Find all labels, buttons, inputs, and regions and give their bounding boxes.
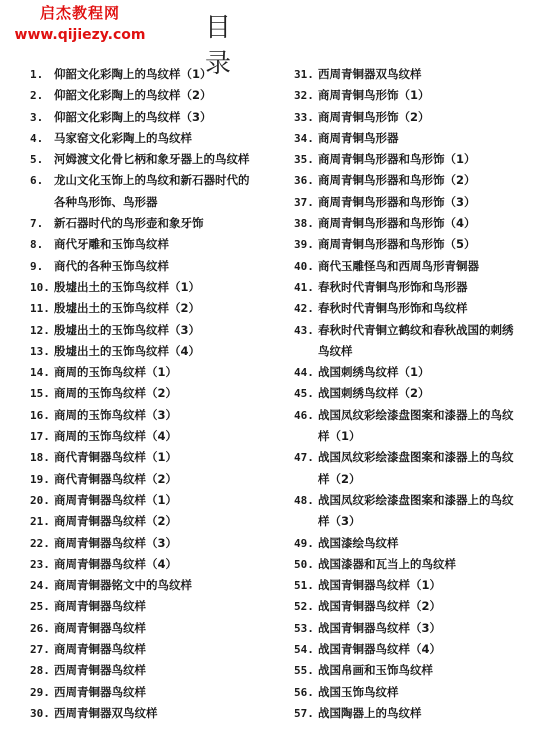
page-title: 目 录 bbox=[205, 13, 268, 79]
toc-entry-title: 商周青铜器鸟纹样（1） bbox=[54, 492, 178, 507]
toc-entry-number: 37. bbox=[294, 195, 314, 209]
toc-entry-title: 春秋时代青铜立鹤纹和春秋战国的刺绣 bbox=[318, 322, 514, 337]
toc-entry-number: 51. bbox=[294, 579, 314, 593]
toc-entry-title: 西周青铜器双鸟纹样 bbox=[318, 67, 422, 81]
toc-entry-number: 12. bbox=[30, 323, 50, 337]
toc-entry-title: 仰韶文化彩陶上的鸟纹样（3） bbox=[54, 109, 212, 124]
toc-entry-number: 33. bbox=[294, 110, 314, 124]
toc-entry-title-continued: 各种鸟形饰、鸟形器 bbox=[54, 194, 158, 209]
toc-entry-number: 49. bbox=[294, 536, 314, 550]
toc-entry-title-continued: 样（3） bbox=[318, 514, 361, 529]
toc-entry bbox=[30, 64, 285, 85]
toc-entry-number: 35. bbox=[294, 153, 314, 167]
toc-entry-title: 商周青铜鸟形器和鸟形饰（2） bbox=[318, 173, 476, 188]
toc-entry-title: 商代的各种玉饰鸟纹样 bbox=[54, 258, 169, 273]
toc-entry bbox=[30, 575, 285, 596]
toc-entry-number: 5. bbox=[30, 153, 44, 167]
toc-entry-title: 商代青铜器鸟纹样（2） bbox=[54, 471, 178, 486]
toc-entry-number: 16. bbox=[30, 408, 50, 422]
toc-entry-number: 3. bbox=[30, 110, 44, 124]
toc-entry bbox=[294, 320, 554, 363]
toc-entry-number: 27. bbox=[30, 643, 50, 657]
toc-entry-title: 商周青铜器鸟纹样 bbox=[54, 620, 146, 635]
toc-entry-number: 25. bbox=[30, 600, 50, 614]
toc-entry-title: 战国青铜器鸟纹样（4） bbox=[318, 642, 442, 657]
toc-entry bbox=[30, 490, 285, 511]
toc-entry-number: 26. bbox=[30, 621, 50, 635]
toc-entry-title: 战国漆器和瓦当上的鸟纹样 bbox=[318, 556, 456, 571]
toc-entry-number: 45. bbox=[294, 387, 314, 401]
toc-entry-number: 4. bbox=[30, 131, 44, 145]
toc-entry-number: 24. bbox=[30, 579, 50, 593]
toc-entry bbox=[294, 533, 554, 554]
toc-entry bbox=[294, 703, 554, 724]
toc-entry bbox=[294, 362, 554, 383]
toc-entry-title: 商周青铜鸟形饰（1） bbox=[318, 88, 430, 103]
toc-entry-number: 52. bbox=[294, 600, 314, 614]
toc-entry-title: 西周青铜器双鸟纹样 bbox=[54, 705, 158, 720]
toc-entry bbox=[30, 107, 285, 128]
toc-entry-title: 战国青铜器鸟纹样（2） bbox=[318, 599, 442, 614]
toc-entry bbox=[294, 490, 554, 533]
toc-entry-title: 战国刺绣鸟纹样（2） bbox=[318, 386, 430, 401]
toc-entry-title: 商周的玉饰鸟纹样（3） bbox=[54, 407, 178, 422]
toc-entry-title: 商周青铜器鸟纹样（2） bbox=[54, 514, 178, 529]
toc-entry-title: 商周青铜鸟形器和鸟形饰（5） bbox=[318, 237, 476, 252]
toc-entry bbox=[294, 383, 554, 404]
toc-entry-title: 战国青铜器鸟纹样（3） bbox=[318, 620, 442, 635]
toc-entry bbox=[294, 107, 554, 128]
toc-entry bbox=[30, 447, 285, 468]
toc-entry-title: 河姆渡文化骨匕柄和象牙器上的鸟纹样 bbox=[54, 152, 250, 167]
toc-entry-number: 28. bbox=[30, 664, 50, 678]
watermark-site-name: 启杰教程网 bbox=[39, 4, 120, 22]
toc-entry bbox=[30, 405, 285, 426]
toc-entry-number: 19. bbox=[30, 472, 50, 486]
toc-entry bbox=[294, 682, 554, 703]
toc-entry-number: 34. bbox=[294, 131, 314, 145]
toc-entry-number: 50. bbox=[294, 557, 314, 571]
toc-entry bbox=[30, 469, 285, 490]
toc-entry-title: 商周青铜鸟形器和鸟形饰（4） bbox=[318, 216, 476, 231]
toc-entry-number: 14. bbox=[30, 366, 50, 380]
toc-entry bbox=[30, 533, 285, 554]
toc-entry bbox=[294, 405, 554, 448]
toc-entry-title: 殷墟出土的玉饰鸟纹样（4） bbox=[54, 343, 201, 358]
toc-entry-number: 2. bbox=[30, 89, 44, 103]
toc-entry bbox=[30, 234, 285, 255]
toc-entry-number: 48. bbox=[294, 493, 314, 507]
toc-entry-number: 47. bbox=[294, 451, 314, 465]
toc-entry-number: 10. bbox=[30, 280, 50, 294]
toc-entry-title: 战国漆绘鸟纹样 bbox=[318, 535, 399, 550]
toc-entry-title: 战国刺绣鸟纹样（1） bbox=[318, 365, 430, 380]
toc-entry-number: 43. bbox=[294, 323, 314, 337]
toc-entry-title: 仰韶文化彩陶上的鸟纹样（2） bbox=[54, 88, 212, 103]
toc-entry bbox=[30, 383, 285, 404]
toc-entry-number: 9. bbox=[30, 259, 44, 273]
toc-entry-title: 商周的玉饰鸟纹样（4） bbox=[54, 429, 178, 444]
toc-entry-title: 商周青铜器铭文中的鸟纹样 bbox=[54, 578, 192, 593]
toc-entry-title-continued: 鸟纹样 bbox=[318, 343, 353, 358]
toc-entry-number: 55. bbox=[294, 664, 314, 678]
toc-entry-number: 8. bbox=[30, 238, 44, 252]
toc-entry-number: 1. bbox=[30, 68, 44, 81]
toc-entry-number: 39. bbox=[294, 238, 314, 252]
toc-entry-number: 57. bbox=[294, 706, 314, 720]
toc-entry-number: 44. bbox=[294, 366, 314, 380]
toc-entry bbox=[30, 149, 285, 170]
toc-entry-title: 战国凤纹彩绘漆盘图案和漆器上的鸟纹 bbox=[318, 492, 514, 507]
toc-entry bbox=[294, 128, 554, 149]
toc-entry bbox=[30, 128, 285, 149]
toc-entry-number: 31. bbox=[294, 68, 314, 81]
toc-entry bbox=[294, 192, 554, 213]
toc-entry-title: 商代青铜器鸟纹样（1） bbox=[54, 450, 178, 465]
toc-entry-title: 西周青铜器鸟纹样 bbox=[54, 684, 146, 699]
toc-entry-title: 商周青铜器鸟纹样（4） bbox=[54, 556, 178, 571]
toc-entry bbox=[30, 426, 285, 447]
toc-entry-title: 商周的玉饰鸟纹样（1） bbox=[54, 365, 178, 380]
toc-entry bbox=[30, 362, 285, 383]
toc-entry bbox=[294, 256, 554, 277]
toc-entry bbox=[294, 170, 554, 191]
toc-entry-title: 战国陶器上的鸟纹样 bbox=[318, 705, 422, 720]
toc-entry-number: 20. bbox=[30, 493, 50, 507]
toc-entry bbox=[30, 320, 285, 341]
toc-entry-title: 殷墟出土的玉饰鸟纹样（1） bbox=[54, 279, 201, 294]
toc-entry bbox=[294, 639, 554, 660]
toc-entry bbox=[30, 277, 285, 298]
toc-entry bbox=[30, 639, 285, 660]
toc-right-column bbox=[294, 64, 554, 724]
toc-entry bbox=[30, 298, 285, 319]
toc-entry bbox=[30, 341, 285, 362]
toc-entry-title: 商周青铜器鸟纹样 bbox=[54, 599, 146, 614]
toc-left-column bbox=[30, 64, 285, 724]
watermark-url: www.qijiezy.com bbox=[14, 27, 146, 43]
toc-entry bbox=[294, 85, 554, 106]
toc-entry-number: 38. bbox=[294, 217, 314, 231]
toc-entry bbox=[294, 447, 554, 490]
toc-entry-title-continued: 样（2） bbox=[318, 471, 361, 486]
toc-entry bbox=[294, 596, 554, 617]
toc-entry-title: 仰韶文化彩陶上的鸟纹样（1） bbox=[54, 67, 212, 81]
toc-entry bbox=[294, 277, 554, 298]
toc-entry bbox=[30, 85, 285, 106]
toc-entry-title: 战国凤纹彩绘漆盘图案和漆器上的鸟纹 bbox=[318, 450, 514, 465]
toc-entry-number: 53. bbox=[294, 621, 314, 635]
toc-entry-title: 商周青铜鸟形饰（2） bbox=[318, 109, 430, 124]
toc-entry bbox=[294, 234, 554, 255]
toc-entry bbox=[30, 660, 285, 681]
toc-entry-title: 商周青铜鸟形器 bbox=[318, 130, 399, 145]
site-watermark bbox=[0, 4, 160, 44]
toc-entry-number: 23. bbox=[30, 557, 50, 571]
toc-entry-number: 13. bbox=[30, 344, 50, 358]
toc-entry bbox=[294, 64, 554, 85]
toc-entry bbox=[30, 554, 285, 575]
toc-entry bbox=[30, 596, 285, 617]
toc-entry bbox=[294, 575, 554, 596]
toc-entry-number: 32. bbox=[294, 89, 314, 103]
toc-entry-number: 6. bbox=[30, 174, 44, 188]
toc-entry bbox=[294, 298, 554, 319]
toc-entry-title: 商周青铜器鸟纹样 bbox=[54, 642, 146, 657]
toc-entry-title: 商代玉雕怪鸟和西周鸟形青铜器 bbox=[318, 258, 479, 273]
toc-entry bbox=[294, 213, 554, 234]
toc-entry-title: 战国凤纹彩绘漆盘图案和漆器上的鸟纹 bbox=[318, 407, 514, 422]
toc-entry-title: 战国帛画和玉饰鸟纹样 bbox=[318, 663, 433, 678]
toc-entry-number: 15. bbox=[30, 387, 50, 401]
toc-entry-title: 春秋时代青铜鸟形饰和鸟纹样 bbox=[318, 301, 468, 316]
toc-entry-number: 7. bbox=[30, 217, 44, 231]
toc-entry-number: 22. bbox=[30, 536, 50, 550]
toc-entry bbox=[30, 170, 285, 213]
toc-entry-number: 17. bbox=[30, 430, 50, 444]
toc-entry-title: 商周的玉饰鸟纹样（2） bbox=[54, 386, 178, 401]
toc-entry-number: 29. bbox=[30, 685, 50, 699]
toc-entry bbox=[30, 511, 285, 532]
toc-entry-title: 新石器时代的鸟形壶和象牙饰 bbox=[54, 216, 204, 231]
toc-entry-title: 龙山文化玉饰上的鸟纹和新石器时代的 bbox=[54, 173, 250, 188]
toc-entry-title: 战国青铜器鸟纹样（1） bbox=[318, 578, 442, 593]
toc-entry-number: 30. bbox=[30, 706, 50, 720]
toc-entry-title-continued: 样（1） bbox=[318, 429, 361, 444]
toc-entry bbox=[294, 149, 554, 170]
toc-entry-number: 40. bbox=[294, 259, 314, 273]
toc-entry bbox=[30, 703, 285, 724]
toc-entry-title: 殷墟出土的玉饰鸟纹样（2） bbox=[54, 301, 201, 316]
toc-entry-title: 商周青铜鸟形器和鸟形饰（3） bbox=[318, 194, 476, 209]
toc-entry-number: 11. bbox=[30, 302, 50, 316]
toc-entry bbox=[294, 618, 554, 639]
toc-entry bbox=[294, 554, 554, 575]
toc-entry-number: 18. bbox=[30, 451, 50, 465]
toc-entry bbox=[30, 682, 285, 703]
toc-entry-title: 商代牙雕和玉饰鸟纹样 bbox=[54, 237, 169, 252]
toc-entry-number: 42. bbox=[294, 302, 314, 316]
toc-entry-number: 36. bbox=[294, 174, 314, 188]
toc-entry bbox=[294, 660, 554, 681]
toc-entry-title: 马家窑文化彩陶上的鸟纹样 bbox=[54, 130, 192, 145]
toc-entry-title: 西周青铜器鸟纹样 bbox=[54, 663, 146, 678]
toc-entry-number: 41. bbox=[294, 280, 314, 294]
toc-entry bbox=[30, 256, 285, 277]
toc-entry-title: 商周青铜鸟形器和鸟形饰（1） bbox=[318, 152, 476, 167]
toc-entry-number: 46. bbox=[294, 408, 314, 422]
toc-entry bbox=[30, 213, 285, 234]
toc-entry-title: 战国玉饰鸟纹样 bbox=[318, 684, 399, 699]
toc-entry-title: 殷墟出土的玉饰鸟纹样（3） bbox=[54, 322, 201, 337]
toc-entry-title: 春秋时代青铜鸟形饰和鸟形器 bbox=[318, 279, 468, 294]
toc-entry-number: 21. bbox=[30, 515, 50, 529]
toc-entry-title: 商周青铜器鸟纹样（3） bbox=[54, 535, 178, 550]
toc-entry-number: 54. bbox=[294, 643, 314, 657]
toc-entry bbox=[30, 618, 285, 639]
toc-entry-number: 56. bbox=[294, 685, 314, 699]
